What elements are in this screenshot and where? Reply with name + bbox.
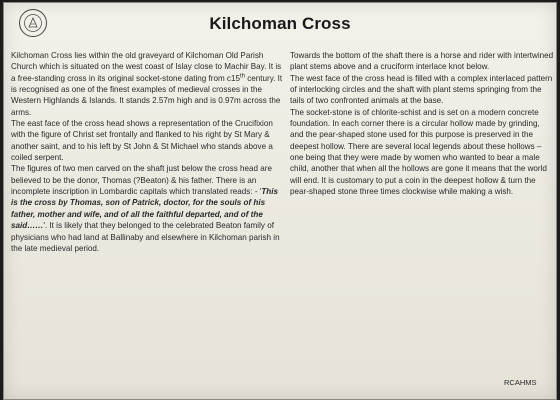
credit-label: RCAHMS <box>504 378 537 387</box>
information-sign <box>3 2 557 400</box>
sign-title: Kilchoman Cross <box>209 14 351 33</box>
right-column <box>290 50 554 197</box>
left-column <box>11 50 285 254</box>
paragraph-socket-stone: The socket-stone is of chlorite-schist and is set on a modern concrete foundation. In each corner there is a circular hollow made by grinding, and the pear-shaped stone used for this purpose is preserved in the deepest hollow. There are several local legends about these hollows – one being that they were made by women who wanted to bear a male child, another that when all the hollows are gone it means that the world will end. It is customary to put a coin in the deepest hollow & turn the pear-shaped stone three times clockwise while making a wish. <box>290 107 547 197</box>
paragraph-shaft-bottom: Towards the bottom of the shaft there is a horse and rider with intertwined plant stems above and a cruciform interlace knot below. <box>290 51 554 72</box>
paragraph-east-face: The east face of the cross head shows a representation of the Crucifixion with the figure of Christ set frontally and flanked to his right by St Mary & another saint, and to his left by St John & St Michael who stands above a coiled serpent. <box>11 119 273 163</box>
paragraph-location: Kilchoman Cross lies within the old graveyard of Kilchoman Old Parish Church which is situated on the west coast of Islay close to Machir Bay. It is a free-standing cross in its original socket-stone dating from c15th century. It is recognised as one of the finest examples of medieval crosses in the Western Highlands & Islands. It stands 2.57m high and is 0.97m across the arms. <box>11 51 283 117</box>
inscription-quote: This is the cross by Thomas, son of Patrick, doctor, for the souls of his father, mother and wife, and of all the faithful departed, and of the said…… <box>11 187 278 231</box>
paragraph-west-face: The west face of the cross head is filled with a complex interlaced pattern of interlocking circles and the shaft with plant stems springing from the tails of two confronted animals at the base. <box>290 73 553 106</box>
paragraph-inscription: The figures of two men carved on the shaft just below the cross head are believed to be the donor, Thomas (?Beaton) & his father. There is an incomplete inscription in Lombardic capitals which translated reads: - 'This is the cross by Thomas, son of Patrick, doctor, for the souls of his father, mother and wife, and of all the faithful departed, and of the said……'. It is likely that they belonged to the celebrated Beaton family of physicians who had land at Ballinaby and elsewhere in Kilchoman parish in the late medieval period. <box>11 164 280 253</box>
